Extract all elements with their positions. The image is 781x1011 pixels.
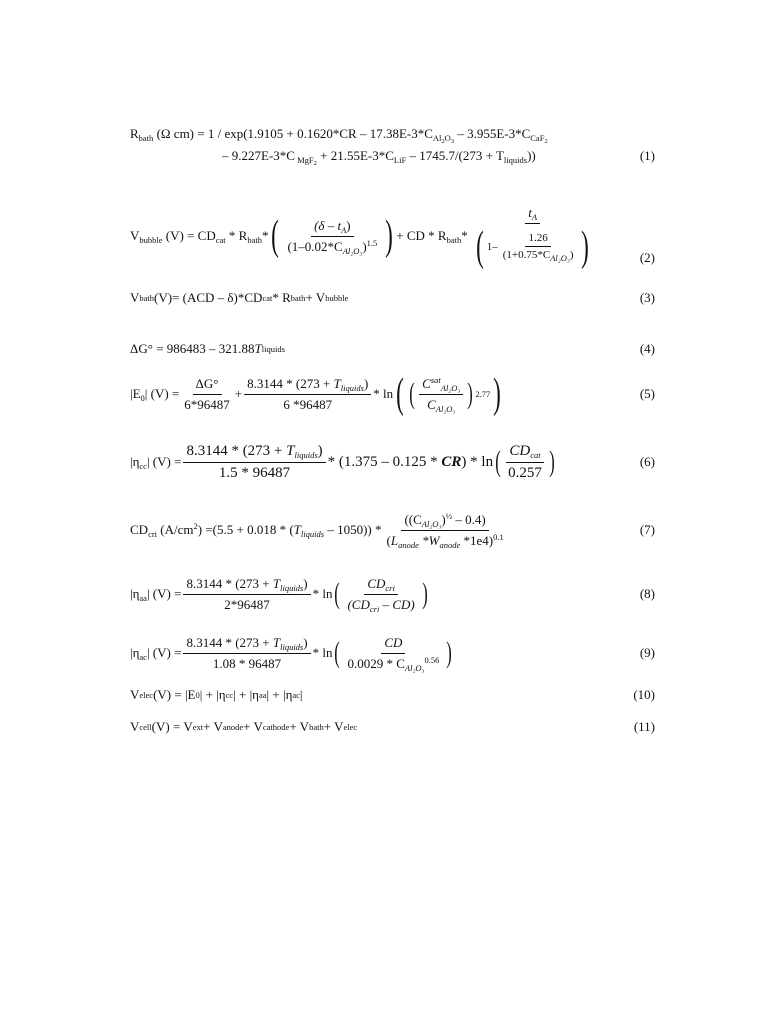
equation-number: (4) — [639, 341, 655, 356]
eq6-fraction-1: $\frac{8.3144 * (273 + T_{liquids})}{1.5 * 96487}$ — [183, 443, 325, 482]
eq2-lhs: $V_{bubble}$ $(V) = CD_{cat} * R_{bath}*$ — [130, 228, 269, 245]
eq9-lhs: $|\eta_{ac}|$ (V) = — [130, 645, 182, 662]
eq4-text: ΔG° = 986483 – 321.88 T liquids — [130, 341, 285, 356]
equation-11 — [130, 719, 655, 735]
equation-number: (5) — [639, 386, 655, 401]
eq2-term-2: $t_A$ ( 1– $\frac{1.26}{(1+0.75*C_{Al_2O_3})}$ ) — [475, 204, 590, 270]
eq9-fraction-1: $\frac{8.3144 * (273 + T_{liquids})}{1.08 * 96487}$ — [183, 635, 310, 672]
eq9-ln: * ln — [312, 645, 333, 660]
eq2-plus-cd: + CD * $R_{bath}*$ — [396, 228, 468, 245]
equation-3 — [130, 290, 655, 306]
eq6-log-argument: ( $\frac{CD_{cat}}{0.257}$ ) — [495, 442, 555, 481]
eq8-ln: * ln — [312, 586, 333, 601]
eq5-fraction-1: $\frac{\Delta G^\circ}{6*96487}$ — [184, 375, 230, 412]
eq1-line2-text: – 9.227E-3*C $_{MgF_2} + 21.55E-3*C_{LiF} - 1745.7/(273 + T_{liquids})$) — [222, 148, 536, 167]
equation-6 — [130, 436, 655, 488]
eq9-log-argument: ( $\frac{CD}{0.0029 * C_{Al_2O_3}^{0.56}}$ ) — [334, 634, 453, 673]
equation-number: (11) — [633, 719, 655, 734]
equation-8 — [130, 570, 655, 618]
equation-1-line-2 — [222, 148, 655, 167]
equation-number: (6) — [639, 454, 655, 469]
eq7-paren-term: $(5.5 + 0.018 * (T_{liquids} - 1050))$ * — [212, 522, 382, 539]
equation-number: (7) — [639, 522, 655, 537]
eq5-lhs: $|E_0|$ (V) = — [130, 386, 180, 403]
eq2-term-1: ( $\frac{(\delta - t_A)}{(1-0.02*C_{Al_2O_3})^{1.5}}$ ) — [271, 213, 394, 259]
eq5-log-argument: ( ( $\frac{C^{sat}_{Al_2O_3}}{C_{Al_2O_3}}$ ) 2.77 ) — [396, 371, 502, 417]
equation-10 — [130, 687, 655, 703]
eq1-text: $R_{bath}$ (Ω $cm) = 1 / \exp(1.9105 + 0.1620*CR - 17.38E-3*C_{Al_2O_3} - 3.955E-3*C_{CaF_2}$ — [130, 126, 548, 145]
eq7-fraction: $\frac{((C_{Al_2O_3})^{\frac{1}{2}} - 0.4)}{(L_{anode} *W_{anode} *1e4)^{0.1}}$ — [386, 510, 504, 550]
equation-number: (8) — [639, 586, 655, 601]
eq5-ln: * ln — [373, 386, 394, 401]
eq10-text: V elec (V) = |E 0 | + |η cc | + |η aa | + |η ac | — [130, 687, 303, 702]
eq8-lhs: $|\eta_{aa}|$ (V) = — [130, 586, 182, 603]
equation-2 — [130, 196, 655, 276]
eq5-plus: + — [234, 386, 243, 401]
eq6-lhs: $|\eta_{cc}|$ (V) = — [130, 454, 182, 471]
equation-number: (10) — [633, 687, 655, 702]
equation-number: (3) — [639, 290, 655, 305]
eq11-text: V cell (V) = V ext + V anode + V cathode + V bath + V elec — [130, 719, 358, 734]
equation-4 — [130, 341, 655, 357]
equation-9 — [130, 628, 655, 678]
equation-number: (9) — [639, 645, 655, 660]
eq3-text: V bath (V)= (ACD – δ)*CD cat * R bath + V bubble — [130, 290, 349, 305]
eq6-middle: * (1.375 – 0.125 * CR) * ln — [327, 453, 494, 470]
equation-1-line-1 — [130, 126, 655, 145]
equation-5 — [130, 366, 655, 422]
equation-number: (2) — [639, 250, 655, 265]
eq7-lhs: $CD_{cri}$ $(A/cm^2)$ = — [130, 521, 213, 539]
equation-7 — [130, 500, 655, 560]
eq5-fraction-2: $\frac{8.3144 * (273 + T_{liquids})}{6 *96487}$ — [244, 376, 371, 413]
equation-number: (1) — [639, 148, 655, 163]
eq8-log-argument: ( $\frac{CD_{cri}}{(CD_{cri} - CD)}$ ) — [334, 575, 428, 614]
eq8-fraction-1: $\frac{8.3144 * (273 + T_{liquids})}{2*96487}$ — [183, 576, 310, 613]
